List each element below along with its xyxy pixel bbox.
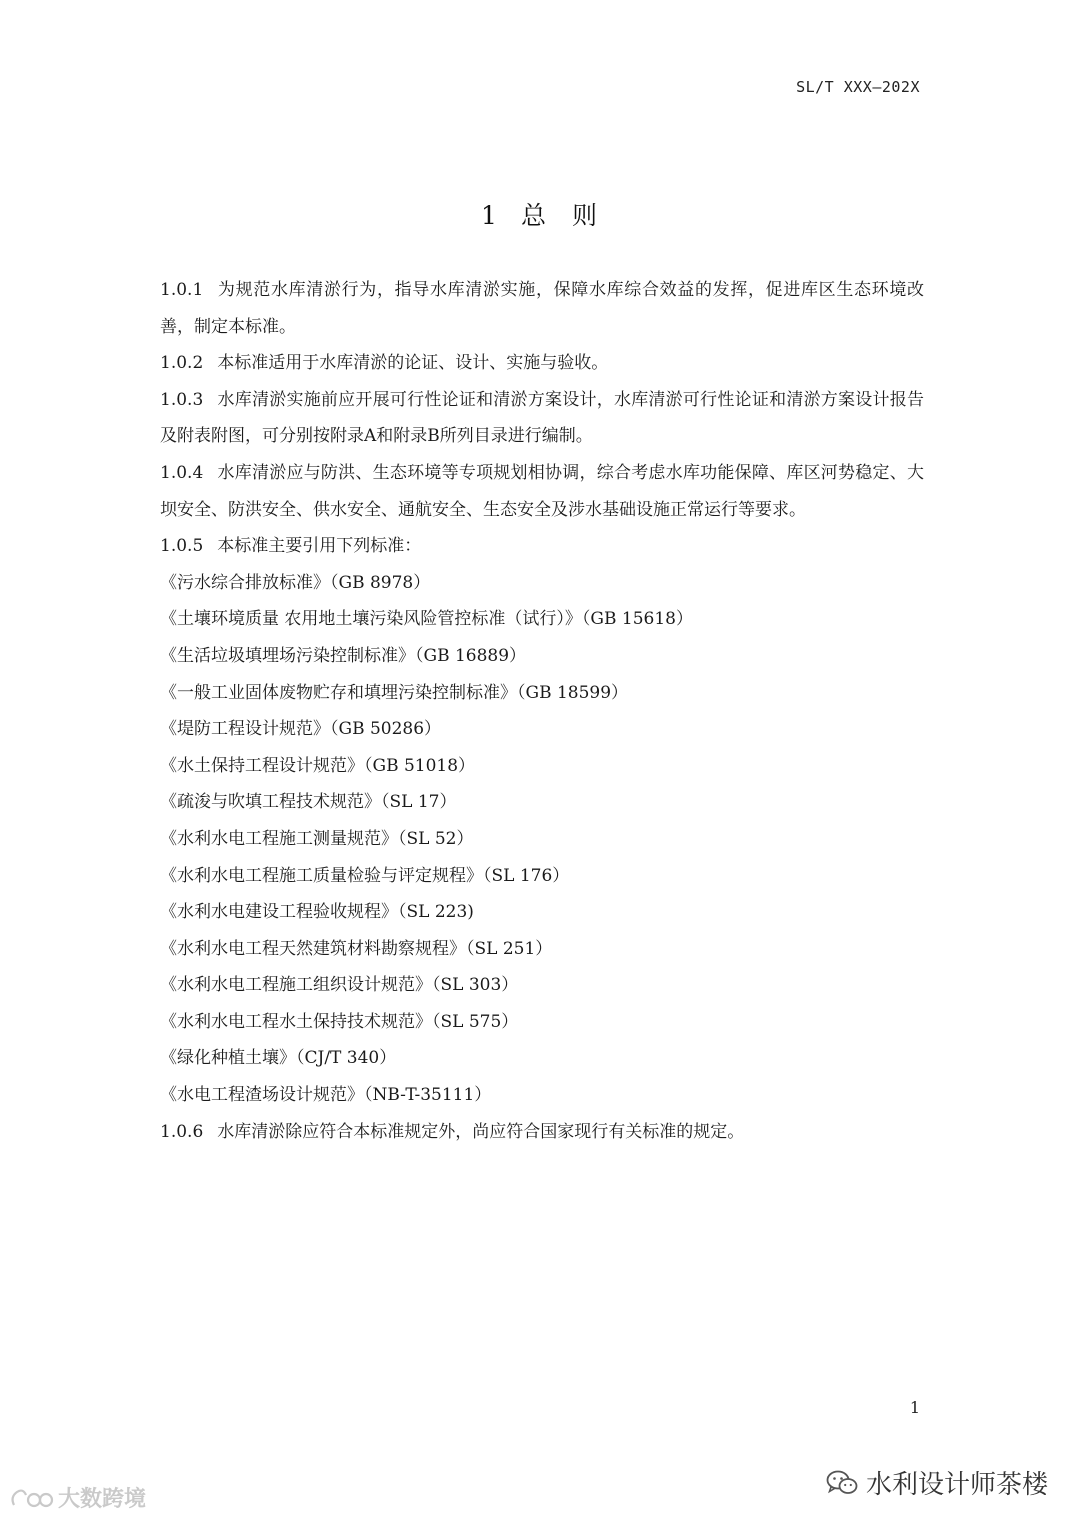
logo-icon: [8, 1485, 54, 1511]
clause-1-0-5: [160, 528, 924, 565]
reference-item: 《疏浚与吹填工程技术规范》（SL 17）: [160, 792, 457, 813]
chapter-number: 1: [481, 201, 499, 230]
wechat-icon: [826, 1470, 858, 1496]
clause-text: 本标准主要引用下列标准：: [217, 536, 422, 557]
reference-item: 《生活垃圾填埋场污染控制标准》（GB 16889）: [160, 645, 527, 666]
chapter-title-word-1: 总: [520, 201, 548, 230]
reference-item: 《水土保持工程设计规范》（GB 51018）: [160, 755, 476, 776]
clause-number: 1.0.5: [160, 536, 204, 557]
clause-1-0-2: [160, 345, 924, 382]
clause-text: 水库清淤实施前应开展可行性论证和清淤方案设计，水库清淤可行性论证和清淤方案设计报告及附表附图，可分别按附录A和附录B所列目录进行编制。: [160, 389, 924, 447]
reference-item: 《一般工业固体废物贮存和填埋污染控制标准》（GB 18599）: [160, 682, 629, 703]
reference-item: 《土壤环境质量 农用地土壤污染风险管控标准（试行）》（GB 15618）: [160, 609, 693, 630]
clause-number: 1.0.3: [160, 389, 204, 410]
watermark-brand: [8, 1482, 146, 1513]
clause-text: 水库清淤应与防洪、生态环境等专项规划相协调，综合考虑水库功能保障、库区河势稳定、大坝安全、防洪安全、供水安全、通航安全、生态安全及涉水基础设施正常运行等要求。: [160, 462, 924, 520]
chapter-content: [160, 272, 924, 1150]
clause-number: 1.0.6: [160, 1121, 204, 1142]
clause-text: 水库清淤除应符合本标准规定外，尚应符合国家现行有关标准的规定。: [217, 1121, 745, 1142]
clause-number: 1.0.2: [160, 353, 204, 374]
clause-number: 1.0.1: [160, 280, 204, 300]
page-number: 1: [909, 1398, 920, 1417]
reference-item: 《水利水电工程施工组织设计规范》（SL 303）: [160, 975, 519, 996]
reference-item: 《水电工程渣场设计规范》（NB-T-35111）: [160, 1085, 492, 1106]
reference-item: 《污水综合排放标准》（GB 8978）: [160, 572, 431, 593]
clause-number: 1.0.4: [160, 462, 204, 483]
clause-1-0-6: [160, 1114, 924, 1151]
watermark-wechat: [826, 1464, 1048, 1501]
document-code: SL/T XXX—202X: [796, 78, 920, 96]
clause-1-0-4: [160, 455, 924, 528]
reference-item: 《绿化种植土壤》（CJ/T 340）: [160, 1048, 397, 1069]
chapter-title: [0, 196, 1080, 232]
clause-text: 为规范水库清淤行为，指导水库清淤实施，保障水库综合效益的发挥，促进库区生态环境改善，制定本标准。: [160, 280, 924, 337]
reference-list: [160, 565, 924, 1114]
clause-1-0-1: [160, 272, 924, 345]
chapter-title-word-2: 则: [571, 201, 599, 230]
reference-item: 《水利水电工程施工质量检验与评定规程》（SL 176）: [160, 865, 570, 886]
reference-item: 《水利水电建设工程验收规程》（SL 223): [160, 902, 474, 923]
reference-item: 《水利水电工程天然建筑材料勘察规程》（SL 251）: [160, 938, 553, 959]
clause-text: 本标准适用于水库清淤的论证、设计、实施与验收。: [217, 353, 609, 374]
reference-item: 《水利水电工程施工测量规范》（SL 52）: [160, 828, 474, 849]
watermark-text: 水利设计师茶楼: [865, 1470, 1048, 1500]
reference-item: 《水利水电工程水土保持技术规范》（SL 575）: [160, 1011, 519, 1032]
watermark-text: 大数跨境: [58, 1487, 147, 1512]
clause-1-0-3: [160, 382, 924, 455]
reference-item: 《堤防工程设计规范》（GB 50286）: [160, 719, 442, 740]
